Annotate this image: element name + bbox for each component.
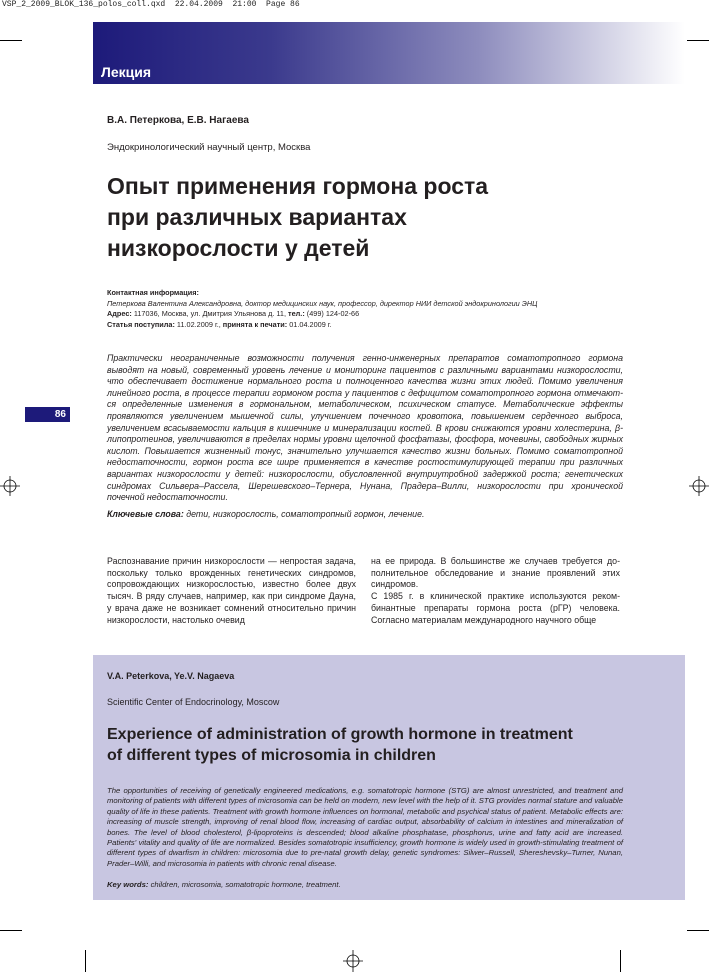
keywords-value: дети, низкорослость, соматотропный гормон, лечение. (183, 509, 425, 519)
title-line: Experience of administration of growth hormone in treatment (107, 726, 573, 743)
crop-mark (85, 950, 86, 972)
accepted-date: 01.04.2009 г. (287, 319, 332, 329)
crop-mark (0, 930, 22, 931)
organization-en: Scientific Center of Endocrinology, Moscow (107, 697, 280, 707)
contact-address-line (107, 309, 537, 320)
title-line: Опыт применения гормона роста (107, 173, 489, 199)
body-paragraph: Распознавание причин низкорослости — непростая задача, поскольку только врожденных генетических синдромов, сопровождающих низкорослостью, известно более двух тысяч. В ряду случаев, например, как при синдроме Дауна, у врача даже не возникает сомнений относительно причин низкорослости, настолько очевид (107, 556, 356, 625)
dates-line (107, 320, 537, 331)
body-column-2 (371, 556, 620, 626)
title-line: низкорослости у детей (107, 235, 370, 261)
contact-heading: Контактная информация: (107, 288, 199, 297)
section-banner (93, 22, 685, 84)
contact-info (107, 288, 537, 330)
page-number-tab (25, 407, 70, 422)
contact-person-details: , доктор медицинских наук, профессор, директор НИИ детской эндокринологии ЭНЦ (241, 298, 538, 308)
article-title-ru (107, 171, 627, 264)
crop-mark (687, 930, 709, 931)
title-line: of different types of microsomia in children (107, 747, 436, 764)
body-paragraph: на ее природа. В большинстве же случаев требуется дополнительное обследование и знание проявлений этих синдромов. (371, 556, 620, 590)
phone-label: тел.: (286, 309, 305, 318)
keywords-en (107, 880, 341, 889)
title-line: при различных вариантах (107, 204, 407, 230)
registration-mark-icon (689, 474, 709, 498)
abstract-ru: Практически неограниченные возможности получения генно-инженерных препаратов соматотропного гормона выводят на новый, современный уровень лечение и мониторинг пациентов с различными вариантами низкорослости, что обеспечивает достижение нормального роста и полноценного качества жизни этих людей. Помимо увеличения линейного роста, в процессе терапии гормоном роста у пациентов с дефицитом соматотропного гормона отмечаются определенные изменения в гормональном, метаболическом, психическом статусе. Метаболические эффекты проявляются увеличением мышечной силы, улучшением почечного кровотока, повышением сердечного выброса, увеличением всасываемости кальция в кишечнике и минерализации костей. В крови снижаются уровни холестерина, β-липопротеинов, увеличиваются в пределах нормы уровни щелочной фосфатазы, фосфора, мочевины, свободных жирных кислот. Повышается жизненный тонус, значительно улучшается качество жизни больных. Помимо соматотропной недостаточности, гормон роста все шире применяется в качестве ростостимулирующей терапии при различных вариантах низкорослости у детей: низкорослости, обусловленной внутриутробной задержкой роста; генетических синдромах Сильвера–Рассела, Шерешевского–Тернера, Нунана, Прадера–Вилли, низкорослости при хронической почечной недостаточности. (107, 353, 623, 503)
authors-ru: В.А. Петеркова, Е.В. Нагаева (107, 115, 249, 126)
received-label: Статья поступила: (107, 319, 175, 329)
page-number: 86 (54, 409, 66, 420)
received-date: 11.02.2009 г., (174, 319, 221, 329)
keywords-value: children, microsomia, somatotropic hormone, treatment. (148, 880, 341, 889)
crop-mark (0, 40, 22, 41)
keywords-label: Ключевые слова: (107, 509, 184, 519)
registration-mark-icon (341, 950, 365, 972)
registration-mark-icon (0, 474, 20, 498)
section-label: Лекция (101, 64, 151, 80)
abstract-en: The opportunities of receiving of genetically engineered medications, e.g. somatotropic hormone (STG) are almost unrestricted, and treatment and monitoring of patients with different types of microsomia can be held on modern, new level with the help of it. STG provides normal stature and valuable quality of life in these patients. Treatment with growth hormone influences on hormonal, metabolic and psychical status of patient. Metabolic effects are: increasing of muscle strength, improving of renal blood flow, increasing of cardiac output, absorbability of calcium in intestines and mineralization of bones. The level of blood cholesterol, β-lipoproteins is descended; blood alkaline phosphatase, phosphorus, urine and fatty acid are increased. Patients' vitality and quality of life are normalized. Besides somatotropic insufficiency, growth hormone is widely used in growth-stimulating treatment of different types of dwarfism in children: microsomia due to pre-natal growth delay, genetic syndromes: Silwer–Russell, Shereshevsky–Turner, Nunan, Prader–Willi, and microsomia in patients with chronic renal disease. (107, 786, 623, 868)
article-title-en (107, 724, 647, 766)
address-label: Адрес: (107, 309, 132, 318)
body-column-1 (107, 556, 356, 626)
authors-en: V.A. Peterkova, Ye.V. Nagaeva (107, 671, 235, 681)
print-slug: VSP_2_2009_BLOK_136_polos_coll.qxd 22.04.2009 21:00 Page 86 (2, 0, 300, 9)
crop-mark (620, 950, 621, 972)
contact-person: Петеркова Валентина Александровна (107, 298, 242, 308)
organization-ru: Эндокринологический научный центр, Москва (107, 142, 311, 153)
phone-value: (499) 124-02-66 (304, 309, 360, 318)
crop-mark (687, 40, 709, 41)
keywords-label: Key words: (107, 880, 149, 889)
keywords-ru (107, 509, 627, 519)
address-value: 117036, Москва, ул. Дмитрия Ульянова д. 11, (131, 309, 286, 318)
accepted-label: принята к печати: (220, 319, 288, 329)
contact-person-line (107, 299, 537, 310)
body-paragraph: С 1985 г. в клинической практике используются рекомбинантные препараты гормона роста (рГР) человека. Согласно материалам международного научного обще (371, 591, 620, 625)
